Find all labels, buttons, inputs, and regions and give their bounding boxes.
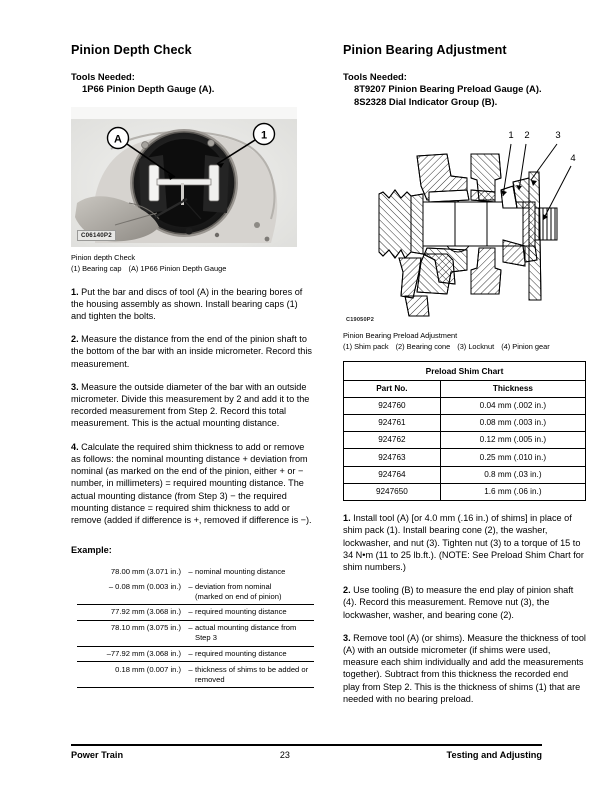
shim-thickness: 0.04 mm (.002 in.)	[440, 397, 585, 414]
left-column	[71, 44, 314, 688]
legend-item-bearing-cap: (1) Bearing cap	[71, 263, 122, 273]
step-right-3-number: 3.	[343, 632, 351, 643]
shim-part-no: 924764	[344, 466, 441, 483]
page-title-pinion-depth-check: Pinion Depth Check	[71, 43, 192, 57]
shim-thickness: 0.8 mm (.03 in.)	[440, 466, 585, 483]
shim-chart-header-part-no: Part No.	[344, 380, 441, 397]
example-desc-shim-line1: thickness of shims to be added or	[195, 664, 309, 674]
example-desc-deviation	[195, 579, 314, 604]
step-left-3-number: 3.	[71, 381, 79, 392]
footer-divider	[71, 744, 542, 746]
figure-caption-title-right: Pinion Bearing Preload Adjustment	[343, 330, 458, 340]
callout-4-label: 4	[570, 152, 576, 164]
table-row	[344, 414, 586, 431]
example-desc-required-2: required mounting distance	[195, 646, 314, 662]
example-value-deviation: – 0.08 mm (0.003 in.)	[108, 581, 181, 591]
line-drawing-pinion-assembly	[343, 120, 586, 325]
legend-item-pinion-gear: (4) Pinion gear	[501, 341, 550, 351]
step-right-1-text: Install tool (A) [or 4.0 mm (.16 in.) of shims] in place of shim pack (1). Install bearing cone (2), the washer, lockwasher, and nut (3). Tighten nut (3) to a torque of 15 to 34 N•m (11 to 25 lb.ft.). (NOTE: See Preload Shim Chart for shim numbers.)	[343, 513, 584, 572]
example-dash-5: –	[186, 662, 195, 688]
figure-pinion-depth-check	[71, 107, 314, 274]
shim-thickness: 0.12 mm (.005 in.)	[440, 432, 585, 449]
table-row	[344, 483, 586, 500]
example-value-required-1: 77.92 mm (3.068 in.)	[77, 604, 186, 620]
svg-text:A: A	[114, 133, 122, 146]
callout-2-label: 2	[524, 129, 530, 141]
tool-item-1p66: 1P66 Pinion Depth Gauge (A).	[82, 83, 215, 95]
step-right-2-number: 2.	[343, 585, 351, 596]
example-dash-1: –	[188, 581, 193, 591]
example-label: Example:	[71, 545, 112, 556]
step-right-2	[343, 584, 586, 621]
example-desc-nominal: nominal mounting distance	[195, 566, 286, 576]
figure-caption-left	[71, 253, 314, 274]
example-desc-required-1: required mounting distance	[195, 604, 314, 620]
example-dash-0: –	[188, 566, 193, 576]
tool-item-8s2328: 8S2328 Dial Indicator Group (B).	[354, 96, 498, 108]
table-row	[344, 432, 586, 449]
step-right-2-text: Use tooling (B) to measure the end play of pinion shaft (4). Record this measurement. Remove nut (3), the lockwasher, washer, and bearing cone (2).	[343, 585, 574, 620]
tool-item-8t9207: 8T9207 Pinion Bearing Preload Gauge (A).	[354, 83, 542, 95]
tools-needed-label-left: Tools Needed:	[71, 70, 135, 82]
step-left-4-text: Calculate the required shim thickness to add or remove as follows: the nominal mounting distance + deviation from nominal (as marked on the end of the pinion, either + or − number, in millimeters) = required mounting distance. The actual mounting distance (from Step 3) − the required mounting distance = required shim thickness to add or remove (added if difference is +, removed if difference is −).	[71, 441, 312, 525]
shim-part-no: 924762	[344, 432, 441, 449]
example-desc-shim-thickness	[195, 662, 314, 688]
right-column	[343, 44, 586, 705]
line-drawing-graphic	[343, 120, 586, 325]
shim-part-no: 924763	[344, 449, 441, 466]
footer-page-number: 23	[279, 750, 290, 760]
example-row-actual	[77, 620, 314, 646]
step-left-1	[71, 286, 314, 323]
step-left-2-number: 2.	[71, 334, 79, 345]
table-row	[344, 449, 586, 466]
example-dash-4: –	[186, 646, 195, 662]
example-desc-actual: actual mounting distance from Step 3	[195, 620, 314, 646]
shim-chart-header-row	[344, 380, 586, 397]
callout-3-label: 3	[555, 129, 561, 141]
example-row-nominal	[77, 564, 314, 579]
preload-shim-chart-table	[343, 361, 586, 501]
tools-needed-label-right: Tools Needed:	[343, 70, 407, 82]
step-right-3	[343, 632, 586, 705]
shim-part-no: 9247650	[344, 483, 441, 500]
shim-thickness: 0.08 mm (.003 in.)	[440, 414, 585, 431]
example-desc-deviation-line2: (marked on end of pinion)	[195, 591, 282, 601]
page-footer	[71, 750, 542, 760]
step-right-1	[343, 512, 586, 573]
step-left-1-number: 1.	[71, 286, 79, 297]
legend-item-depth-gauge: (A) 1P66 Pinion Depth Gauge	[128, 263, 227, 273]
step-left-4-number: 4.	[71, 441, 79, 452]
shim-chart-title: Preload Shim Chart	[344, 362, 586, 380]
step-right-1-number: 1.	[343, 513, 351, 524]
figure-pinion-bearing-preload	[343, 120, 586, 352]
legend-item-bearing-cone: (2) Bearing cone	[395, 341, 451, 351]
shim-part-no: 924761	[344, 414, 441, 431]
footer-right-label: Testing and Adjusting	[446, 750, 542, 760]
figure-caption-title-left: Pinion depth Check	[71, 253, 136, 263]
example-row-required-1	[77, 604, 314, 620]
line-drawing-image-id: C19050P2	[346, 316, 375, 323]
step-left-3-text: Measure the outside diameter of the bar with an outside micrometer. Divide this measurement by 2 and add it to the recorded measurement from Step 2. Record this total measurement. This is the actual mounting distance.	[71, 381, 310, 429]
figure-caption-right	[343, 331, 586, 352]
figure-legend-right	[343, 342, 586, 353]
figure-legend-left	[71, 264, 314, 275]
example-desc-deviation-line1: deviation from nominal	[195, 581, 272, 591]
example-row-required-2	[77, 646, 314, 662]
svg-text:1: 1	[260, 129, 268, 142]
example-desc-shim-line2: removed	[195, 674, 225, 684]
photo-graphic	[71, 107, 297, 247]
example-dash-3: –	[186, 620, 195, 646]
example-value-shim-thickness: 0.18 mm (0.007 in.)	[77, 662, 186, 688]
footer-left-label: Power Train	[71, 750, 124, 760]
step-left-2	[71, 333, 314, 370]
callout-1-label: 1	[508, 129, 514, 141]
example-value-actual: 78.10 mm (3.075 in.)	[77, 620, 186, 646]
step-left-2-text: Measure the distance from the end of the pinion shaft to the bottom of the bar with an inside micrometer. Record this measurement.	[71, 334, 312, 369]
shim-part-no: 924760	[344, 397, 441, 414]
step-left-4	[71, 441, 314, 527]
example-value-nominal: 78.00 mm (3.071 in.)	[110, 566, 181, 576]
table-row	[344, 397, 586, 414]
step-left-3	[71, 381, 314, 430]
table-row	[344, 466, 586, 483]
photo-pinion-depth-check	[71, 107, 297, 247]
shim-chart-header-thickness: Thickness	[440, 380, 585, 397]
page-title-pinion-bearing-adjustment: Pinion Bearing Adjustment	[343, 43, 507, 57]
example-row-deviation	[77, 579, 314, 604]
example-row-shim-thickness	[77, 662, 314, 688]
step-right-3-text: Remove tool (A) (or shims). Measure the thickness of tool (A) with an outside micrometer (if shims were used, measure each shim individually and add the measurements together). Subtract from this thickness the recorded end play from Step 2. This is the thickness of shims (1) that are needed with no bearing preload.	[343, 632, 586, 704]
photo-image-id: C06140P2	[77, 230, 116, 241]
shim-thickness: 0.25 mm (.010 in.)	[440, 449, 585, 466]
shim-thickness: 1.6 mm (.06 in.)	[440, 483, 585, 500]
example-value-required-2: –77.92 mm (3.068 in.)	[77, 646, 186, 662]
shim-chart-title-row	[344, 362, 586, 380]
legend-item-locknut: (3) Locknut	[457, 341, 495, 351]
example-calculation-table	[77, 564, 314, 688]
step-left-1-text: Put the bar and discs of tool (A) in the bearing bores of the housing assembly as shown. Install bearing caps (1) and tighten the bolts.	[71, 286, 303, 321]
example-dash-2: –	[186, 604, 195, 620]
legend-item-shim-pack: (1) Shim pack	[343, 341, 389, 351]
